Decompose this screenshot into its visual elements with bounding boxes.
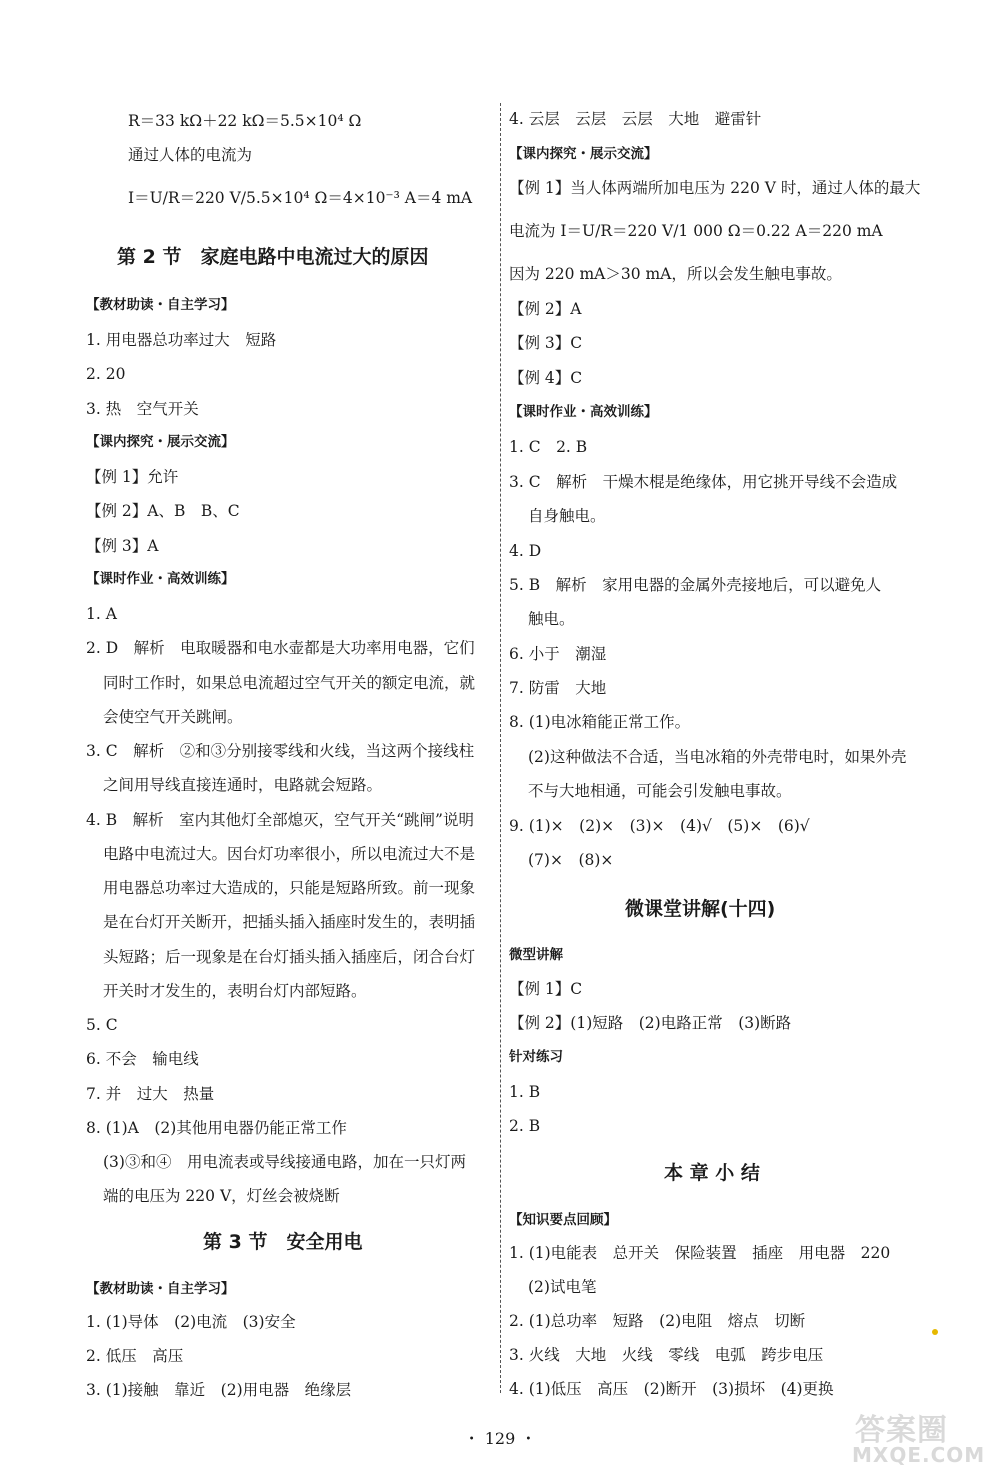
answer-line: 2. 低压 高压	[86, 1347, 184, 1365]
text-line: 通过人体的电流为	[128, 146, 253, 164]
answer-line: 开关时才发生的，表明台灯内部短路。	[103, 982, 367, 1000]
answer-line: 3. (1)接触 靠近 (2)用电器 绝缘层	[86, 1381, 352, 1399]
answer-line: 触电。	[528, 610, 575, 628]
answer-line: 1. (1)导体 (2)电流 (3)安全	[86, 1313, 296, 1331]
answer-line: 2. B	[509, 1117, 541, 1135]
answer-line: 不与大地相通，可能会引发触电事故。	[528, 782, 792, 800]
answer-line: 【例 3】A	[86, 537, 159, 555]
subsection-header: 【课时作业・高效训练】	[86, 571, 235, 587]
subsection-header: 【教材助读・自主学习】	[86, 297, 235, 313]
subsection-header: 【课内探究・展示交流】	[86, 434, 235, 450]
subsection-header: 【课时作业・高效训练】	[509, 404, 658, 420]
answer-line: 端的电压为 220 V，灯丝会被烧断	[103, 1187, 340, 1205]
answer-line: (3)③和④ 用电流表或导线接通电路，加在一只灯两	[103, 1153, 466, 1171]
answer-line: 3. C 解析 ②和③分别接零线和火线，当这两个接线柱	[86, 742, 475, 760]
section-title-2: 第 2 节 家庭电路中电流过大的原因	[117, 246, 429, 268]
answer-line: 3. C 解析 干燥木棍是绝缘体，用它挑开导线不会造成	[509, 473, 898, 491]
answer-line: (7)× (8)×	[528, 851, 614, 869]
answer-line: 会使空气开关跳闸。	[103, 708, 243, 726]
section-title-3: 第 3 节 安全用电	[203, 1231, 363, 1253]
page-number: ・ 129 ・	[463, 1429, 537, 1448]
column-divider	[500, 103, 501, 1393]
answer-line: (2)这种做法不合适，当电冰箱的外壳带电时，如果外壳	[528, 748, 907, 766]
yellow-speck-icon	[930, 1322, 940, 1332]
section-title-micro-lesson: 微课堂讲解(十四)	[625, 898, 776, 920]
answer-line: 6. 小于 潮湿	[509, 645, 607, 663]
answer-line: 2. 20	[86, 365, 126, 383]
answer-line: 【例 2】(1)短路 (2)电路正常 (3)断路	[509, 1014, 792, 1032]
answer-line: 【例 1】C	[509, 980, 583, 998]
answer-line: 8. (1)电冰箱能正常工作。	[509, 713, 691, 731]
answer-line: 1. A	[86, 605, 117, 623]
answer-line: 1. C 2. B	[509, 438, 588, 456]
answer-line: 4. D	[509, 542, 542, 560]
answer-line: 2. (1)总功率 短路 (2)电阻 熔点 切断	[509, 1312, 806, 1330]
answer-line: 因为 220 mA＞30 mA，所以会发生触电事故。	[509, 265, 842, 283]
answer-line: 用电器总功率过大造成的，只能是短路所致。前一现象	[103, 879, 476, 897]
answer-line: 【例 2】A	[509, 300, 582, 318]
answer-line: 4. B 解析 室内其他灯全部熄灭，空气开关“跳闸”说明	[86, 811, 474, 829]
answer-line: 3. 火线 大地 火线 零线 电弧 跨步电压	[509, 1346, 824, 1364]
answer-line: 5. B 解析 家用电器的金属外壳接地后，可以避免人	[509, 576, 882, 594]
subsection-header: 【教材助读・自主学习】	[86, 1281, 235, 1297]
answer-line: 7. 防雷 大地	[509, 679, 607, 697]
equation-resistance: R＝33 kΩ＋22 kΩ＝5.5×10⁴ Ω	[128, 112, 362, 130]
subsection-header: 微型讲解	[509, 947, 563, 963]
answer-line: 4. 云层 云层 云层 大地 避雷针	[509, 110, 762, 128]
answer-line: 1. (1)电能表 总开关 保险装置 插座 用电器 220	[509, 1244, 891, 1262]
answer-line: 1. 用电器总功率过大 短路	[86, 331, 277, 349]
answer-line: 【例 3】C	[509, 334, 583, 352]
answer-line: 头短路；后一现象是在台灯插头插入插座后，闭合台灯	[103, 948, 476, 966]
answer-line: 6. 不会 输电线	[86, 1050, 199, 1068]
answer-line: 5. C	[86, 1016, 118, 1034]
answer-line: 7. 并 过大 热量	[86, 1085, 215, 1103]
answer-line: 4. (1)低压 高压 (2)断开 (3)损坏 (4)更换	[509, 1380, 834, 1398]
subsection-header: 【课内探究・展示交流】	[509, 146, 658, 162]
watermark-logo	[850, 1405, 1000, 1470]
answer-line: 之间用导线直接连通时，电路就会短路。	[103, 776, 383, 794]
answer-line: 1. B	[509, 1083, 541, 1101]
watermark-url: MXQE.COM	[852, 1443, 986, 1467]
answer-line: 【例 1】允许	[86, 468, 179, 486]
subsection-header: 【知识要点回顾】	[509, 1212, 617, 1228]
answer-line: 同时工作时，如果总电流超过空气开关的额定电流，就	[103, 674, 476, 692]
answer-line: 3. 热 空气开关	[86, 400, 199, 418]
answer-line: 【例 4】C	[509, 369, 583, 387]
answer-line: 自身触电。	[528, 507, 606, 525]
section-title-chapter-summary: 本 章 小 结	[664, 1162, 760, 1184]
equation-line: 电流为 I＝U/R＝220 V/1 000 Ω＝0.22 A＝220 mA	[509, 222, 883, 240]
equation-current: I＝U/R＝220 V/5.5×10⁴ Ω＝4×10⁻³ A＝4 mA	[128, 189, 473, 207]
watermark-text: 答案圈	[855, 1413, 948, 1448]
answer-line: (2)试电笔	[528, 1278, 597, 1296]
answer-line: 是在台灯开关断开，把插头插入插座时发生的，表明插	[103, 913, 476, 931]
answer-line: 电路中电流过大。因台灯功率很小，所以电流过大不是	[103, 845, 476, 863]
answer-line: 2. D 解析 电取暖器和电水壶都是大功率用电器，它们	[86, 639, 475, 657]
answer-line: 【例 1】当人体两端所加电压为 220 V 时，通过人体的最大	[509, 179, 921, 197]
subsection-header: 针对练习	[509, 1049, 563, 1065]
answer-line: 8. (1)A (2)其他用电器仍能正常工作	[86, 1119, 347, 1137]
answer-line: 9. (1)× (2)× (3)× (4)√ (5)× (6)√	[509, 817, 810, 835]
answer-line: 【例 2】A、B B、C	[86, 502, 240, 520]
